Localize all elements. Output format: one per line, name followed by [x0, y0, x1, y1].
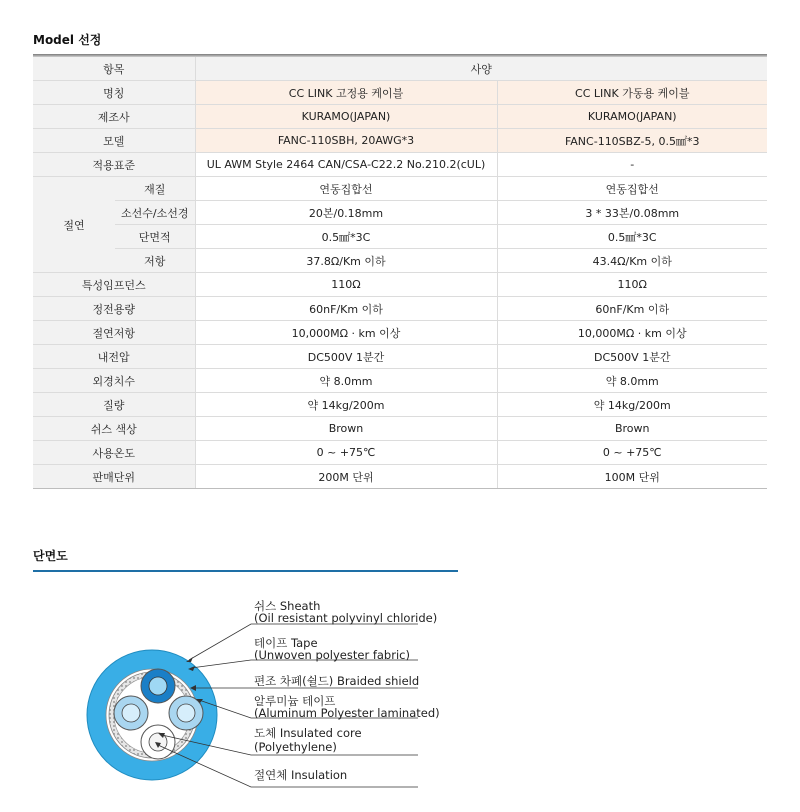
- cross-section-title: 단면도: [33, 549, 68, 563]
- row-label: 쉬스 색상: [33, 417, 195, 441]
- row-label: 판매단위: [33, 465, 195, 489]
- table-row: [33, 441, 767, 465]
- cell-a: 0.5㎟*3C: [195, 225, 497, 249]
- cell-a: KURAMO(JAPAN): [195, 105, 497, 129]
- table-row: [33, 81, 767, 105]
- cell-a: Brown: [195, 417, 497, 441]
- table-row: [33, 273, 767, 297]
- sheath-sublabel: (Oil resistant polyvinyl chloride): [254, 611, 438, 625]
- row-label: 적용표준: [33, 153, 195, 177]
- row-label: 특성임프던스: [33, 273, 195, 297]
- model-section-title: Model 선정: [33, 33, 102, 47]
- row-label: 모델: [33, 129, 195, 153]
- cell-a: 20본/0.18mm: [195, 201, 497, 225]
- cell-a: 110Ω: [195, 273, 497, 297]
- conductor-blue: [149, 677, 167, 695]
- insulation-group-label: 절연: [33, 177, 115, 273]
- table-row: [33, 201, 767, 225]
- table-row: [33, 345, 767, 369]
- cell-a: 약 8.0mm: [195, 369, 497, 393]
- arrowhead: [186, 657, 193, 662]
- cell-a: 10,000MΩ · km 이상: [195, 321, 497, 345]
- core-label: 도체 Insulated core: [254, 726, 362, 740]
- cell-a: 0 ~ +75℃: [195, 441, 497, 465]
- cell-a: 37.8Ω/Km 이하: [195, 249, 497, 273]
- tape-sublabel: (Unwoven polyester fabric): [254, 648, 410, 662]
- cross-section-rule: [33, 570, 458, 572]
- cell-a: UL AWM Style 2464 CAN/CSA-C22.2 No.210.2(cUL): [195, 153, 497, 177]
- row-sublabel: 소선수/소선경: [115, 201, 195, 225]
- row-label: 절연저항: [33, 321, 195, 345]
- row-sublabel: 저항: [115, 249, 195, 273]
- table-row: [33, 129, 767, 153]
- row-sublabel: 재질: [115, 177, 195, 201]
- alu-label: 알루미늄 테이프: [254, 694, 336, 708]
- cell-b: 43.4Ω/Km 이하: [497, 249, 767, 273]
- cell-b: 약 14kg/200m: [497, 393, 767, 417]
- row-label: 제조사: [33, 105, 195, 129]
- cell-b: DC500V 1분간: [497, 345, 767, 369]
- conductor-right: [177, 704, 195, 722]
- row-label: 외경치수: [33, 369, 195, 393]
- cell-b: CC LINK 가동용 케이블: [497, 81, 767, 105]
- cell-b: 110Ω: [497, 273, 767, 297]
- cell-b: 3 * 33본/0.08mm: [497, 201, 767, 225]
- core-sublabel: (Polyethylene): [254, 740, 337, 754]
- cell-a: DC500V 1분간: [195, 345, 497, 369]
- cell-a: 60nF/Km 이하: [195, 297, 497, 321]
- cell-a: 약 14kg/200m: [195, 393, 497, 417]
- cell-b: 60nF/Km 이하: [497, 297, 767, 321]
- cell-b: 약 8.0mm: [497, 369, 767, 393]
- row-label: 명칭: [33, 81, 195, 105]
- table-row: [33, 105, 767, 129]
- cell-a: FANC-110SBH, 20AWG*3: [195, 129, 497, 153]
- table-row: [33, 393, 767, 417]
- table-row: [33, 369, 767, 393]
- header-item: 항목: [33, 57, 195, 81]
- insulation-label: 절연체 Insulation: [254, 768, 348, 782]
- row-label: 내전압: [33, 345, 195, 369]
- cell-b: 0.5㎟*3C: [497, 225, 767, 249]
- table-row: [33, 225, 767, 249]
- table-row: [33, 417, 767, 441]
- row-label: 질량: [33, 393, 195, 417]
- table-header-row: [33, 57, 767, 81]
- cell-b: KURAMO(JAPAN): [497, 105, 767, 129]
- table-row: [33, 321, 767, 345]
- table-row: [33, 297, 767, 321]
- row-label: 사용온도: [33, 441, 195, 465]
- cell-a: 200M 단위: [195, 465, 497, 489]
- spec-table: [33, 57, 767, 489]
- cell-b: 10,000MΩ · km 이상: [497, 321, 767, 345]
- cell-b: FANC-110SBZ-5, 0.5㎟*3: [497, 129, 767, 153]
- cell-b: -: [497, 153, 767, 177]
- table-row: [33, 465, 767, 489]
- header-spec: 사양: [195, 57, 767, 81]
- tape-label: 테이프 Tape: [254, 636, 318, 650]
- cell-a: 연동집합선: [195, 177, 497, 201]
- cable-cross-section-diagram: [0, 592, 440, 806]
- row-label: 정전용량: [33, 297, 195, 321]
- table-row: [33, 153, 767, 177]
- shield-label: 편조 차폐(쉴드) Braided shield: [254, 674, 420, 688]
- cell-b: Brown: [497, 417, 767, 441]
- row-sublabel: 단면적: [115, 225, 195, 249]
- alu-sublabel: (Aluminum Polyester laminated): [254, 706, 440, 720]
- cell-b: 0 ~ +75℃: [497, 441, 767, 465]
- sheath-label: 쉬스 Sheath: [254, 599, 321, 613]
- cell-b: 연동집합선: [497, 177, 767, 201]
- cell-b: 100M 단위: [497, 465, 767, 489]
- table-row: [33, 177, 767, 201]
- conductor-left: [122, 704, 140, 722]
- table-row: [33, 249, 767, 273]
- cell-a: CC LINK 고정용 케이블: [195, 81, 497, 105]
